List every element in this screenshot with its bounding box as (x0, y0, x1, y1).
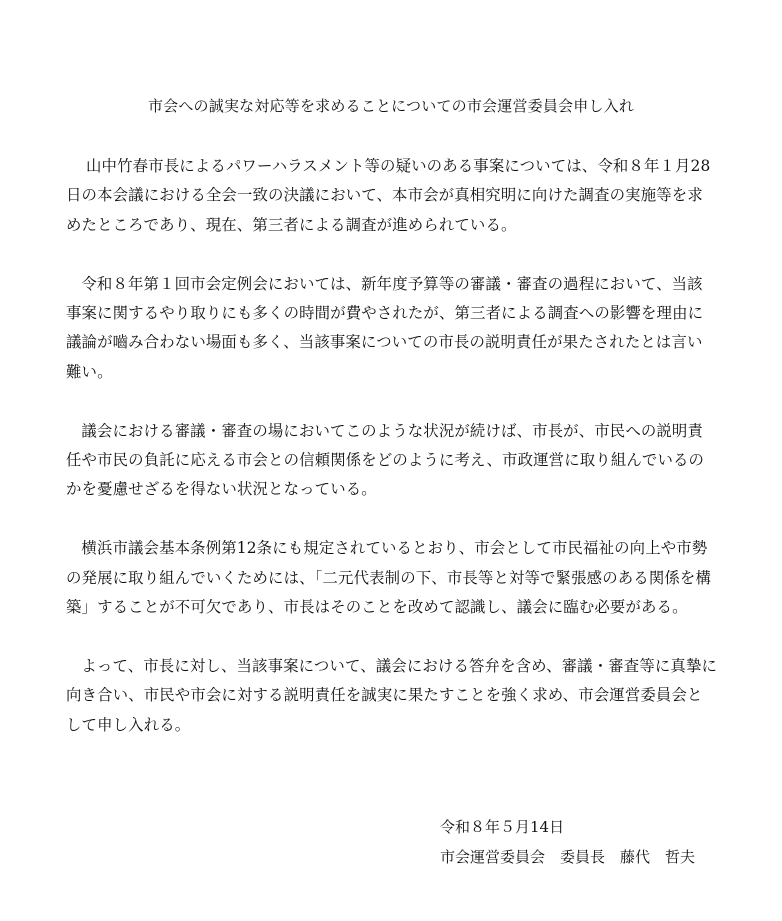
document-date: 令和８年５月14日 (440, 818, 565, 836)
document-body (66, 152, 718, 769)
paragraph-4: 横浜市議会基本条例第12条にも規定されているとおり、市会として市民福祉の向上や市勢の発展に取り組んでいくためには、「二元代表制の下、市長等と対等で緊張感のある関係を構築」することが不可欠であり、市長はそのことを改めて認識し、議会に臨む必要がある。 (66, 539, 712, 617)
signature-block (440, 812, 695, 872)
paragraph-1: 山中竹春市長によるパワーハラスメント等の疑いのある事案については、令和８年１月28日の本会議における全会一致の決議において、本市会が真相究明に向けた調査の実施等を求めたところであり、現在、第三者による調査が進められている。 (66, 157, 711, 234)
signatory-line: 市会運営委員会 委員長 藤代 哲夫 (440, 848, 696, 866)
paragraph-5: よって、市長に対し、当該事案について、議会における答弁を含め、審議・審査等に真摯に向き合い、市民や市会に対する説明責任を誠実に果たすことを強く求め、市会運営委員会として申し入れる。 (66, 656, 718, 734)
paragraph-2: 令和８年第１回市会定例会においては、新年度予算等の審議・審査の過程において、当該事案に関するやり取りにも多くの時間が費やされたが、第三者による調査への影響を理由に議論が嚙み合わない場面も多く、当該事案についての市長の説明責任が果たされたとは言い難い。 (66, 274, 704, 381)
paragraph-3: 議会における審議・審査の場においてこのような状況が続けば、市長が、市民への説明責任や市民の負託に応える市会との信頼関係をどのように考え、市政運営に取り組んでいるのかを憂慮せざるを得ない状況となっている。 (66, 421, 705, 499)
document-title: 市会への誠実な対応等を求めることについての市会運営委員会申し入れ (147, 97, 635, 115)
